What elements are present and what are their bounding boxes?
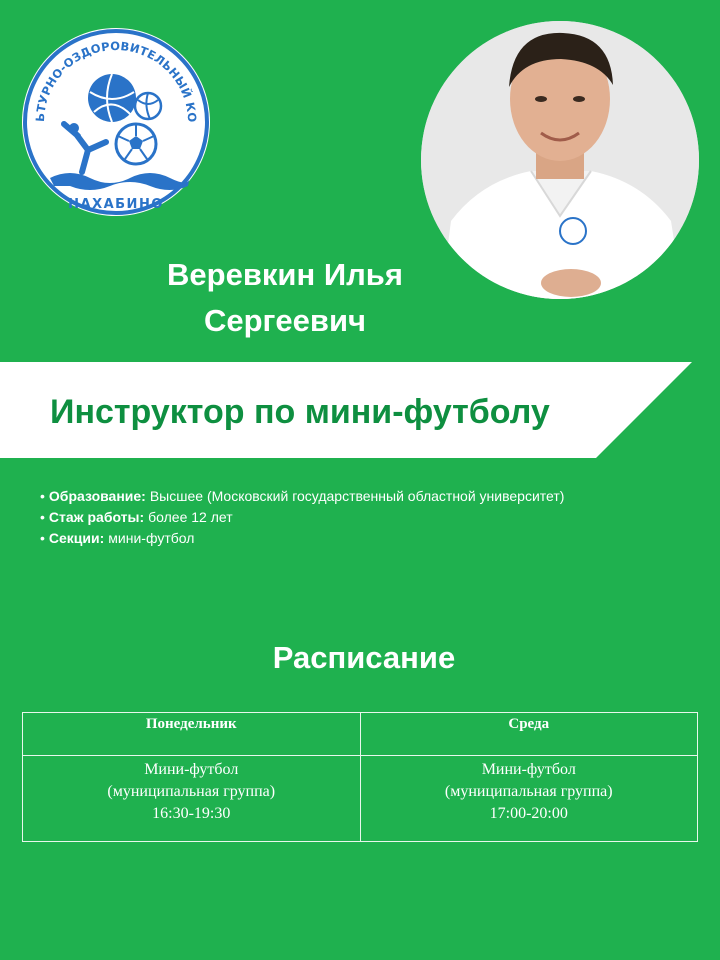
schedule-title: Расписание [272,640,456,675]
name-line-2: Сергеевич [203,303,367,338]
info-label: Секции: [48,530,105,546]
cell-activity: Мини-футбол [481,761,576,778]
info-value: мини-футбол [108,530,195,546]
logo-arc-text: ЬТУРНО-ОЗДОРОВИТЕЛЬНЫЙ КО [32,38,200,123]
cell-time: 16:30-19:30 [152,805,231,822]
header-wednesday: Среда [360,713,698,756]
info-label: Образование: [48,488,146,504]
complex-logo [20,26,212,218]
info-experience [40,507,690,528]
bullet: • [40,509,45,525]
cell-group: (муниципальная группа) [444,783,613,800]
table-row [23,756,698,842]
info-education [40,486,690,507]
info-sections [40,528,690,549]
instructor-name [120,252,450,344]
bullet: • [40,488,45,504]
info-label: Стаж работы: [48,509,145,525]
header-monday: Понедельник [23,713,361,756]
cell-time: 17:00-20:00 [489,805,568,822]
info-list [40,486,690,549]
schedule-table [22,712,698,842]
cell-wednesday [360,756,698,842]
name-line-1: Веревкин Илья [167,257,403,292]
info-value: Высшее (Московский государственный областной университет) [149,488,565,504]
info-value: более 12 лет [148,509,233,525]
table-header-row [23,713,698,756]
cell-group: (муниципальная группа) [107,783,276,800]
bullet: • [40,530,45,546]
cell-monday [23,756,361,842]
cell-activity: Мини-футбол [144,761,239,778]
logo-bottom-text: НАХАБИНО [68,197,164,212]
role-title: Инструктор по мини-футболу [50,393,550,431]
instructor-photo [421,21,699,299]
